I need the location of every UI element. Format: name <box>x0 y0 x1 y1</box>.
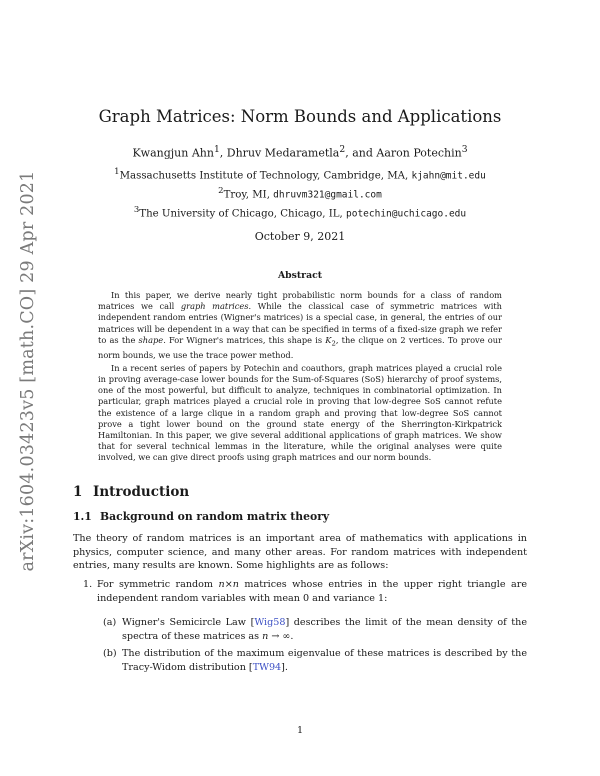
text-run: . While the classical case of symmetric matrices with independent random entries (Wigner's matrices) is a special case, in general, the entries of our matrices will be dependent in a way that can be specified in terms of a fixed-size graph we refer to as the <box>98 301 502 345</box>
affiliation-mark: 3 <box>133 204 140 215</box>
author-list <box>70 144 530 160</box>
author-separator: , <box>219 146 227 160</box>
text-run: Wigner's Semicircle Law [ <box>122 617 255 628</box>
affiliation-text: Troy, MI, <box>223 189 274 201</box>
arxiv-identifier-text: arXiv:1604.03423v5 [math.CO] 29 Apr 2021 <box>18 170 38 572</box>
author-name: Dhruv Medarametla <box>226 146 340 160</box>
list-item-text <box>122 616 527 643</box>
author-affiliation-mark: 2 <box>339 144 346 155</box>
affiliation-list <box>70 165 530 222</box>
text-run: In this paper, we derive nearly tight probabilistic norm bounds for a class of random matrices we call <box>98 290 502 312</box>
affiliation-mark: 2 <box>218 185 224 196</box>
page-number: 1 <box>296 725 304 736</box>
abstract-body <box>98 290 502 466</box>
section-heading <box>73 484 189 500</box>
text-run: ]. <box>281 661 288 673</box>
abstract-paragraph <box>98 290 502 361</box>
sub-list-item <box>97 616 527 643</box>
affiliation-mark: 1 <box>114 167 120 177</box>
author-separator: , and <box>345 146 377 160</box>
text-run: . For Wigner's matrices, this shape is <box>163 334 326 345</box>
abstract-paragraph: In a recent series of papers by Potechin and coauthors, graph matrices played a crucial role in proving average-case lower bounds for the Sum-of-Squares (SoS) hierarchy of proof systems, one of the most powerful, but difficult to analyze, techniques in combinatorial optimization. In particular, graph matrices played a crucial role in proving that low-degree SoS cannot refute the existence of a large clique in a random graph and proving that low-degree SoS cannot prove a tight lower bound on the ground state energy of the Sherrington-Kirkpatrick Hamiltonian. In this paper, we give several additional applications of graph matrices. We show that for several technical lemmas in the literature, while the original analyses were quite involved, we can give direct proofs using graph matrices and our norm bounds. <box>98 362 502 463</box>
text-run: For symmetric random <box>97 579 219 590</box>
author-affiliation-mark: 3 <box>461 144 468 155</box>
emphasis: graph matrices <box>180 301 249 312</box>
section-number: 1 <box>73 484 83 500</box>
text-run: ] describes the limit of the mean density of the spectra of these matrices as <box>122 617 527 642</box>
section-title: Introduction <box>93 484 190 500</box>
affiliation <box>70 203 530 222</box>
math-expression: n×n <box>218 579 239 590</box>
arxiv-identifier <box>10 170 46 572</box>
author-name: Kwangjun Ahn <box>132 146 214 160</box>
author-affiliation-mark: 1 <box>213 144 220 155</box>
author-email: kjahn@mit.edu <box>411 170 486 182</box>
author-email: dhruvm321@gmail.com <box>273 189 382 201</box>
intro-paragraph: The theory of random matrices is an important area of mathematics with applications in physics, computer science, and many other areas. For random matrices with independent entries, many results are known. Some highlights are as follows: <box>73 533 527 572</box>
list-marker: 1. <box>83 579 93 590</box>
list-item-text <box>122 647 527 674</box>
math-expression: n → ∞ <box>262 630 291 642</box>
affiliation-text: Massachusetts Institute of Technology, Cambridge, MA, <box>119 170 412 182</box>
list-marker: (a) <box>103 617 117 628</box>
subsection-title: Background on random matrix theory <box>100 510 330 523</box>
abstract-heading: Abstract <box>277 270 323 281</box>
citation-link[interactable]: Wig58 <box>254 617 286 628</box>
text-run: The distribution of the maximum eigenvalue of these matrices is described by the Tracy-Widom distribution [ <box>122 648 527 673</box>
author-name: Aaron Potechin <box>376 146 462 160</box>
sub-list-item <box>97 647 527 674</box>
citation-link[interactable]: TW94 <box>252 661 282 673</box>
paper-title: Graph Matrices: Norm Bounds and Applications <box>98 107 502 126</box>
affiliation-text: The University of Chicago, Chicago, IL, <box>139 208 347 220</box>
subsection-heading <box>73 510 329 523</box>
math-subscript: 2 <box>331 339 336 348</box>
affiliation <box>70 184 530 203</box>
author-email: potechin@uchicago.edu <box>346 208 467 220</box>
paper-date: October 9, 2021 <box>254 230 346 243</box>
list-item <box>73 578 527 605</box>
list-marker: (b) <box>103 648 117 659</box>
text-run: matrices whose entries in the upper right triangle are independent random variables with mean 0 and variance 1: <box>97 579 527 604</box>
text-run: , the clique on 2 vertices. To prove our norm bounds, we use the trace power method. <box>98 334 503 360</box>
emphasis: shape <box>138 334 164 345</box>
text-run: . <box>290 630 294 642</box>
list-item-text <box>97 578 527 605</box>
affiliation <box>70 165 530 184</box>
subsection-number: 1.1 <box>73 510 92 523</box>
math-symbol: K <box>325 334 332 345</box>
